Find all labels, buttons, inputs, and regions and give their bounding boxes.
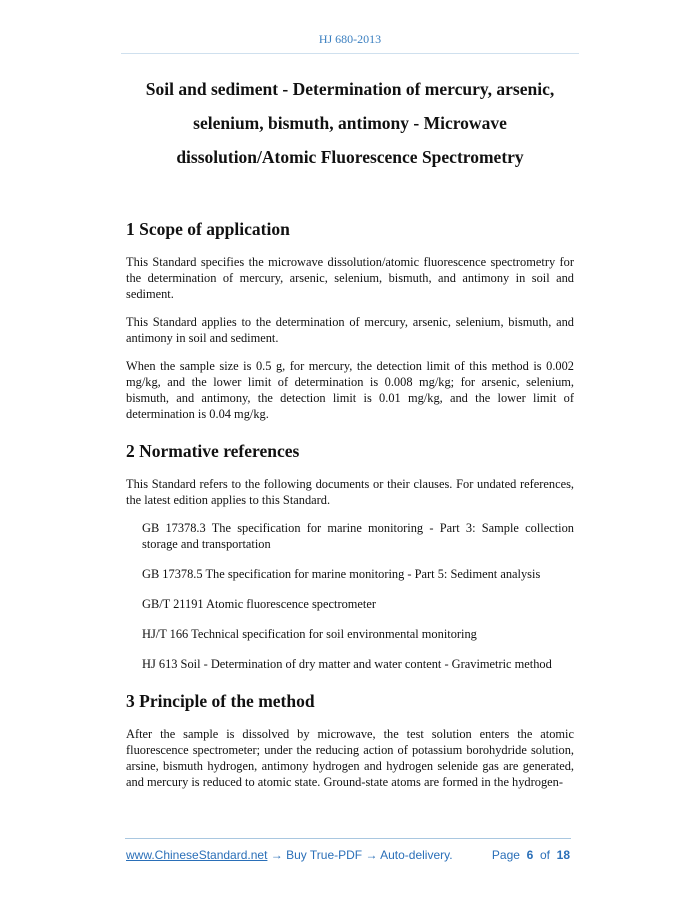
title-line: Soil and sediment - Determination of mercury, arsenic, xyxy=(145,79,555,99)
header-divider xyxy=(121,53,579,54)
page-of: of xyxy=(539,848,550,862)
page-footer xyxy=(126,848,570,862)
reference-item: HJ/T 166 Technical specification for soil environmental monitoring xyxy=(142,627,477,641)
page-total: 18 xyxy=(556,848,570,862)
website-link[interactable]: www.ChineseStandard.net xyxy=(126,848,268,862)
section-heading: 1 Scope of application xyxy=(126,219,290,239)
paragraph: This Standard specifies the microwave dissolution/atomic fluorescence spectrometry for the determination of mercury, arsenic, selenium, bismuth, and antimony in soil and sediment. xyxy=(126,255,574,301)
document-title xyxy=(126,72,574,174)
footer-promo xyxy=(126,848,453,862)
reference-item: GB 17378.3 The specification for marine monitoring - Part 3: Sample collection storage and transportation xyxy=(142,521,574,551)
footer-divider xyxy=(125,838,571,839)
document-body xyxy=(126,72,574,802)
paragraph: This Standard refers to the following documents or their clauses. For undated references, the latest edition applies to this Standard. xyxy=(126,477,574,507)
section-heading: 2 Normative references xyxy=(126,441,300,461)
reference-item: GB 17378.5 The specification for marine monitoring - Part 5: Sediment analysis xyxy=(142,567,541,581)
paragraph: When the sample size is 0.5 g, for mercury, the detection limit of this method is 0.002 mg/kg, and the lower limit of determination is 0.008 mg/kg; for arsenic, selenium, bismuth, and antimony, the detection limit is 0.01 mg/kg, and the lower limit of determination is 0.04 mg/kg. xyxy=(126,359,574,421)
section-heading: 3 Principle of the method xyxy=(126,691,315,711)
page-current: 6 xyxy=(526,848,534,862)
section-scope xyxy=(126,218,574,422)
footer-tagline: → Buy True-PDF → Auto-delivery. xyxy=(267,848,453,862)
section-principle xyxy=(126,690,574,790)
reference-item: HJ 613 Soil - Determination of dry matter and water content - Gravimetric method xyxy=(142,657,552,671)
title-line: dissolution/Atomic Fluorescence Spectrometry xyxy=(176,147,524,167)
running-header: HJ 680-2013 xyxy=(318,32,382,46)
page-label: Page xyxy=(491,848,520,862)
reference-item: GB/T 21191 Atomic fluorescence spectrometer xyxy=(142,597,376,611)
title-line: selenium, bismuth, antimony - Microwave xyxy=(193,113,507,133)
page-number xyxy=(492,848,570,862)
section-normative-references xyxy=(126,440,574,672)
paragraph: This Standard applies to the determination of mercury, arsenic, selenium, bismuth, and antimony in soil and sediment. xyxy=(126,315,574,345)
paragraph: After the sample is dissolved by microwave, the test solution enters the atomic fluorescence spectrometer; under the reducing action of potassium borohydride solution, arsine, bismuth hydrogen, antimony hydrogen and hydrogen selenide gas are generated, and mercury is reduced to atomic state. Ground-state atoms are formed in the hydrogen- xyxy=(126,727,574,789)
